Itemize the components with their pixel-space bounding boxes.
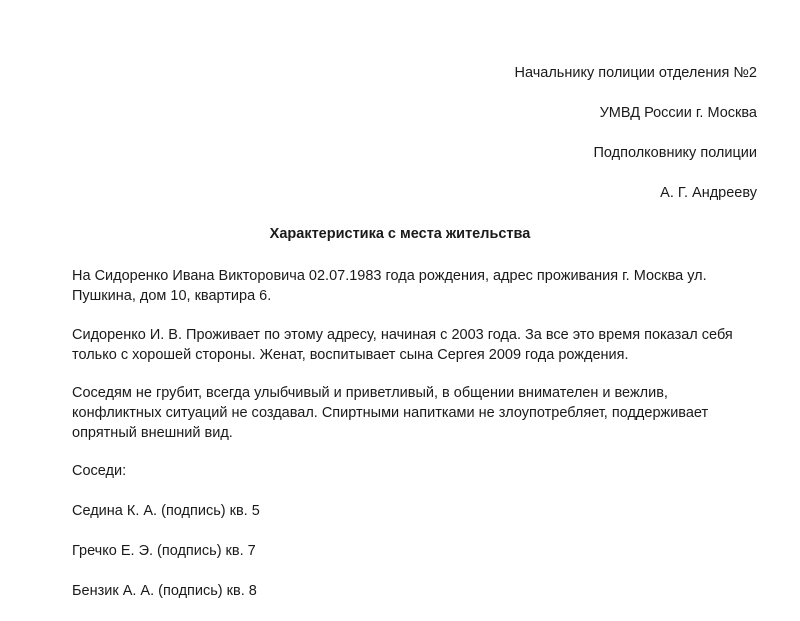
neighbors-label: Соседи:	[72, 463, 127, 479]
neighbor-signature: Бензик А. А. (подпись) кв. 8	[72, 583, 257, 599]
paragraph-line: конфликтных ситуаций не создавал. Спиртными напитками не злоупотребляет, поддерживает	[72, 405, 709, 421]
neighbor-signature: Седина К. А. (подпись) кв. 5	[72, 503, 260, 519]
paragraph-line: Сидоренко И. В. Проживает по этому адресу, начиная с 2003 года. За все это время показал себя	[72, 327, 733, 343]
paragraph-subject	[72, 266, 772, 306]
paragraph-line: Соседям не грубит, всегда улыбчивый и приветливый, в общении внимателен и вежлив,	[72, 385, 668, 401]
addressee-block	[514, 63, 757, 223]
paragraph-line: На Сидоренко Ивана Викторовича 02.07.1983 года рождения, адрес проживания г. Москва ул.	[72, 268, 707, 284]
neighbor-signature: Гречко Е. Э. (подпись) кв. 7	[72, 543, 256, 559]
neighbors-list	[72, 501, 260, 621]
paragraph-line: опрятный внешний вид.	[72, 425, 233, 441]
paragraph-line: Пушкина, дом 10, квартира 6.	[72, 288, 272, 304]
addressee-line: А. Г. Андрееву	[660, 185, 757, 201]
paragraph-line: только с хорошей стороны. Женат, воспитывает сына Сергея 2009 года рождения.	[72, 347, 629, 363]
paragraph-behavior	[72, 383, 772, 443]
addressee-line: Подполковнику полиции	[593, 145, 757, 161]
paragraph-residence	[72, 325, 772, 365]
document-title: Характеристика с места жительства	[269, 226, 531, 242]
addressee-line: УМВД России г. Москва	[599, 105, 757, 121]
addressee-line: Начальнику полиции отделения №2	[514, 65, 757, 81]
